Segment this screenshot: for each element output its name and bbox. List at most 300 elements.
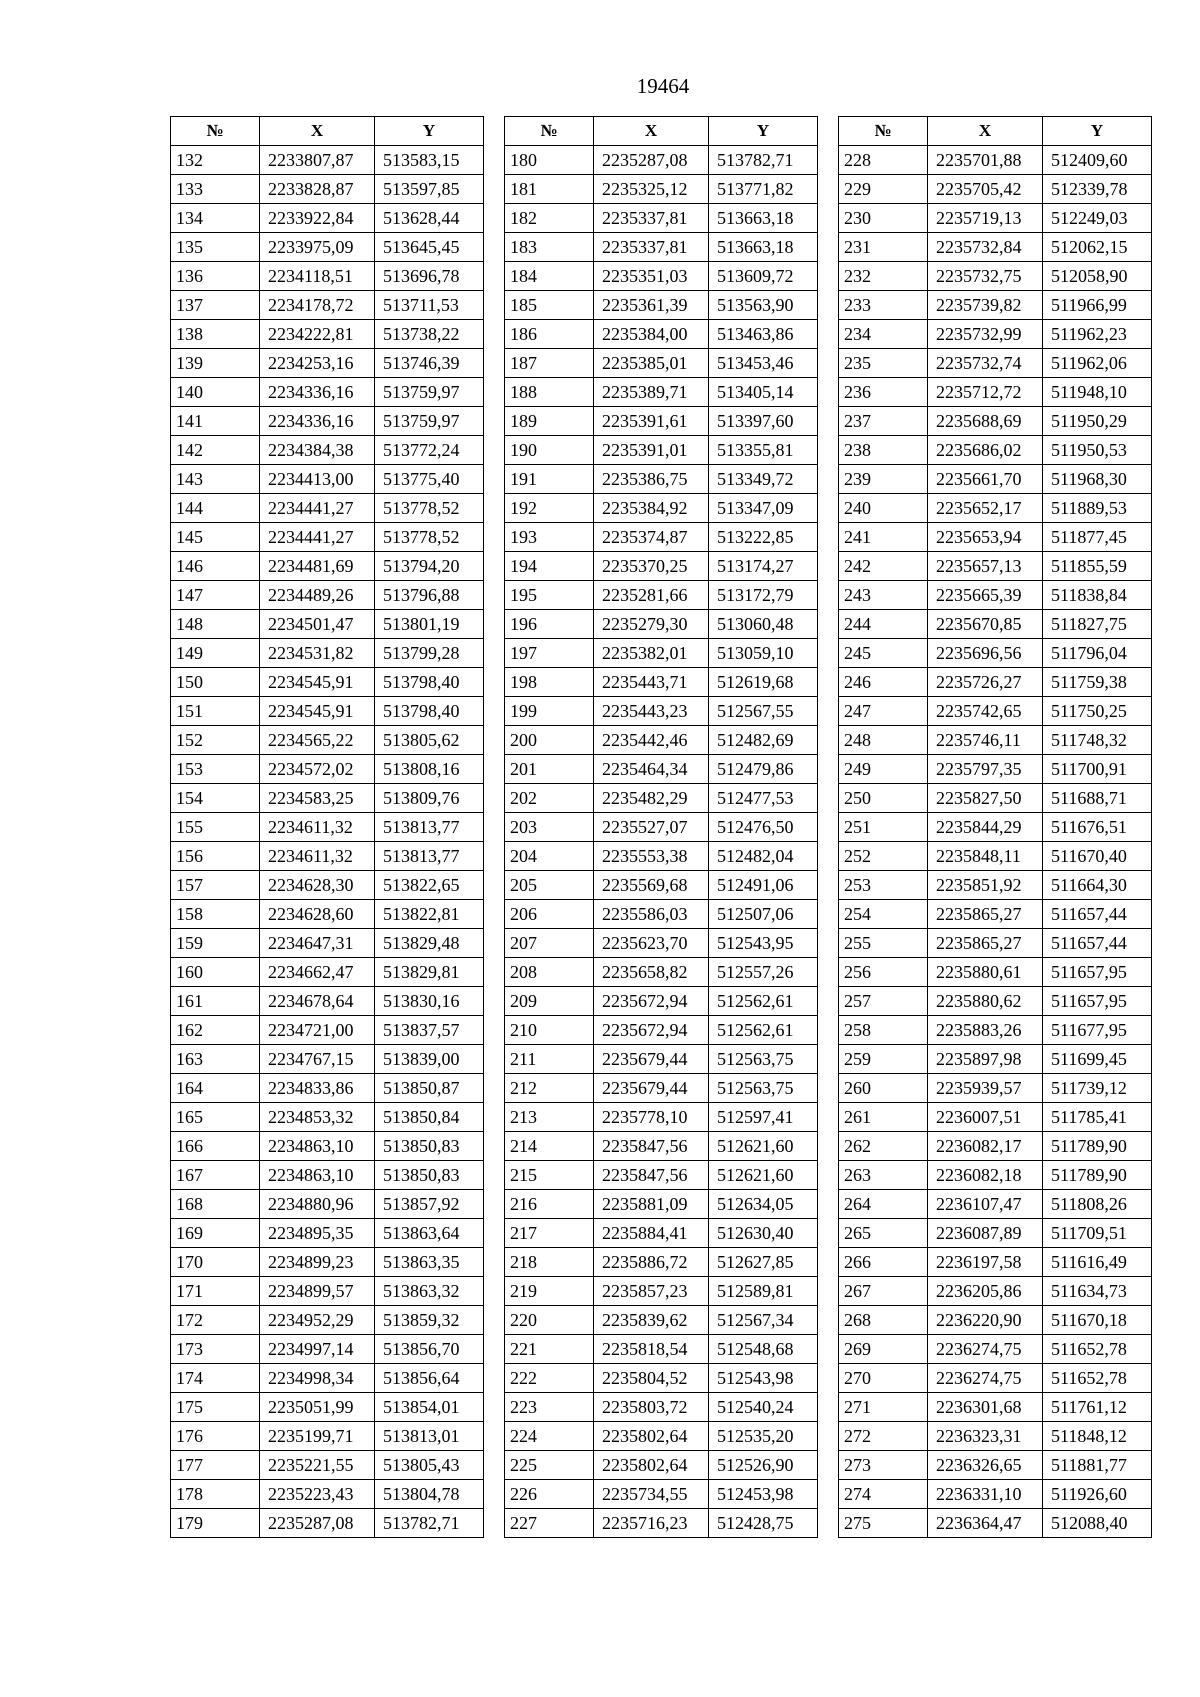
y-coordinate-cell: 512619,68 xyxy=(709,668,818,697)
y-coordinate-cell: 513746,39 xyxy=(375,349,484,378)
y-coordinate-cell: 511652,78 xyxy=(1043,1335,1152,1364)
y-coordinate-cell: 512589,81 xyxy=(709,1277,818,1306)
y-coordinate-cell: 513583,15 xyxy=(375,146,484,175)
point-number-cell: 204 xyxy=(505,842,594,871)
x-coordinate-cell: 2235827,50 xyxy=(928,784,1043,813)
point-number-cell: 270 xyxy=(839,1364,928,1393)
table-row xyxy=(171,262,484,291)
y-coordinate-cell: 512597,41 xyxy=(709,1103,818,1132)
point-number-cell: 154 xyxy=(171,784,260,813)
point-number-cell: 230 xyxy=(839,204,928,233)
x-coordinate-cell: 2234441,27 xyxy=(260,523,375,552)
x-coordinate-cell: 2235848,11 xyxy=(928,842,1043,871)
table-row xyxy=(505,552,818,581)
y-coordinate-cell: 511670,40 xyxy=(1043,842,1152,871)
point-number-cell: 238 xyxy=(839,436,928,465)
x-coordinate-cell: 2234583,25 xyxy=(260,784,375,813)
point-number-cell: 226 xyxy=(505,1480,594,1509)
x-coordinate-cell: 2235696,56 xyxy=(928,639,1043,668)
x-coordinate-cell: 2235881,09 xyxy=(594,1190,709,1219)
point-number-cell: 221 xyxy=(505,1335,594,1364)
table-row xyxy=(839,378,1152,407)
y-coordinate-cell: 512557,26 xyxy=(709,958,818,987)
point-number-cell: 253 xyxy=(839,871,928,900)
y-coordinate-cell: 512476,50 xyxy=(709,813,818,842)
point-number-cell: 224 xyxy=(505,1422,594,1451)
point-number-cell: 185 xyxy=(505,291,594,320)
y-coordinate-cell: 511616,49 xyxy=(1043,1248,1152,1277)
table-row xyxy=(839,958,1152,987)
x-coordinate-cell: 2235865,27 xyxy=(928,900,1043,929)
table-row xyxy=(505,755,818,784)
table-row xyxy=(171,668,484,697)
table-header xyxy=(839,117,1152,146)
point-number-cell: 177 xyxy=(171,1451,260,1480)
table-row xyxy=(171,146,484,175)
table-row xyxy=(171,1306,484,1335)
point-number-cell: 176 xyxy=(171,1422,260,1451)
y-coordinate-cell: 513775,40 xyxy=(375,465,484,494)
point-number-cell: 254 xyxy=(839,900,928,929)
y-coordinate-cell: 513563,90 xyxy=(709,291,818,320)
point-number-cell: 263 xyxy=(839,1161,928,1190)
y-coordinate-cell: 511855,59 xyxy=(1043,552,1152,581)
x-coordinate-cell: 2234336,16 xyxy=(260,407,375,436)
table-row xyxy=(171,1190,484,1219)
y-coordinate-cell: 511670,18 xyxy=(1043,1306,1152,1335)
point-number-cell: 145 xyxy=(171,523,260,552)
table-row xyxy=(505,1190,818,1219)
point-number-cell: 163 xyxy=(171,1045,260,1074)
x-coordinate-cell: 2234336,16 xyxy=(260,378,375,407)
table-row xyxy=(171,1480,484,1509)
y-coordinate-cell: 513813,77 xyxy=(375,842,484,871)
point-number-cell: 139 xyxy=(171,349,260,378)
x-coordinate-cell: 2235391,61 xyxy=(594,407,709,436)
y-coordinate-cell: 511677,95 xyxy=(1043,1016,1152,1045)
x-coordinate-cell: 2235732,99 xyxy=(928,320,1043,349)
x-coordinate-cell: 2235464,34 xyxy=(594,755,709,784)
y-coordinate-cell: 512526,90 xyxy=(709,1451,818,1480)
x-coordinate-cell: 2234863,10 xyxy=(260,1161,375,1190)
table-row xyxy=(839,262,1152,291)
point-number-cell: 217 xyxy=(505,1219,594,1248)
table-row xyxy=(839,900,1152,929)
y-coordinate-cell: 513798,40 xyxy=(375,668,484,697)
x-coordinate-cell: 2235361,39 xyxy=(594,291,709,320)
table-row xyxy=(505,1451,818,1480)
point-number-cell: 187 xyxy=(505,349,594,378)
x-coordinate-cell: 2234253,16 xyxy=(260,349,375,378)
table-row xyxy=(171,755,484,784)
x-coordinate-cell: 2235797,35 xyxy=(928,755,1043,784)
x-coordinate-cell: 2235370,25 xyxy=(594,552,709,581)
y-coordinate-cell: 512339,78 xyxy=(1043,175,1152,204)
y-coordinate-cell: 512062,15 xyxy=(1043,233,1152,262)
table-row xyxy=(839,523,1152,552)
table-body xyxy=(839,146,1152,1538)
table-row xyxy=(171,378,484,407)
table-row xyxy=(505,639,818,668)
x-coordinate-cell: 2234565,22 xyxy=(260,726,375,755)
table-row xyxy=(839,1045,1152,1074)
point-number-cell: 161 xyxy=(171,987,260,1016)
table-row xyxy=(505,1248,818,1277)
x-coordinate-cell: 2235847,56 xyxy=(594,1132,709,1161)
y-coordinate-cell: 513174,27 xyxy=(709,552,818,581)
point-number-cell: 150 xyxy=(171,668,260,697)
x-coordinate-cell: 2234997,14 xyxy=(260,1335,375,1364)
table-row xyxy=(839,1016,1152,1045)
table-row xyxy=(839,1509,1152,1538)
point-number-cell: 266 xyxy=(839,1248,928,1277)
y-coordinate-cell: 513663,18 xyxy=(709,204,818,233)
table-row xyxy=(171,436,484,465)
point-number-cell: 248 xyxy=(839,726,928,755)
table-row xyxy=(839,929,1152,958)
y-coordinate-cell: 513663,18 xyxy=(709,233,818,262)
table-row xyxy=(839,1074,1152,1103)
x-coordinate-cell: 2235337,81 xyxy=(594,233,709,262)
coordinate-tables xyxy=(170,116,1152,1538)
table-row xyxy=(505,813,818,842)
table-row xyxy=(505,291,818,320)
table-row xyxy=(171,639,484,668)
table-row xyxy=(171,1045,484,1074)
x-coordinate-cell: 2235670,85 xyxy=(928,610,1043,639)
y-coordinate-cell: 513778,52 xyxy=(375,523,484,552)
table-body xyxy=(171,146,484,1538)
x-coordinate-cell: 2236007,51 xyxy=(928,1103,1043,1132)
y-coordinate-cell: 513813,01 xyxy=(375,1422,484,1451)
table-row xyxy=(171,1161,484,1190)
point-number-cell: 213 xyxy=(505,1103,594,1132)
table-row xyxy=(839,407,1152,436)
table-row xyxy=(839,581,1152,610)
point-number-cell: 214 xyxy=(505,1132,594,1161)
y-coordinate-cell: 511657,95 xyxy=(1043,987,1152,1016)
y-coordinate-cell: 513805,43 xyxy=(375,1451,484,1480)
x-coordinate-cell: 2236326,65 xyxy=(928,1451,1043,1480)
point-number-cell: 148 xyxy=(171,610,260,639)
x-coordinate-cell: 2235389,71 xyxy=(594,378,709,407)
x-coordinate-cell: 2234611,32 xyxy=(260,813,375,842)
table-row xyxy=(839,1219,1152,1248)
table-row xyxy=(505,1364,818,1393)
table-row xyxy=(171,900,484,929)
x-coordinate-cell: 2234441,27 xyxy=(260,494,375,523)
table-row xyxy=(839,233,1152,262)
y-coordinate-cell: 513060,48 xyxy=(709,610,818,639)
y-coordinate-cell: 511759,38 xyxy=(1043,668,1152,697)
point-number-cell: 166 xyxy=(171,1132,260,1161)
point-number-cell: 160 xyxy=(171,958,260,987)
point-number-cell: 262 xyxy=(839,1132,928,1161)
x-coordinate-cell: 2236274,75 xyxy=(928,1364,1043,1393)
y-coordinate-cell: 511948,10 xyxy=(1043,378,1152,407)
coordinate-table xyxy=(838,116,1152,1538)
point-number-cell: 246 xyxy=(839,668,928,697)
table-row xyxy=(839,494,1152,523)
x-coordinate-cell: 2235739,82 xyxy=(928,291,1043,320)
x-coordinate-cell: 2234853,32 xyxy=(260,1103,375,1132)
x-coordinate-cell: 2235857,23 xyxy=(594,1277,709,1306)
y-coordinate-cell: 513059,10 xyxy=(709,639,818,668)
y-coordinate-cell: 513696,78 xyxy=(375,262,484,291)
table-row xyxy=(505,204,818,233)
table-row xyxy=(505,900,818,929)
point-number-cell: 241 xyxy=(839,523,928,552)
table-row xyxy=(505,523,818,552)
x-coordinate-cell: 2234998,34 xyxy=(260,1364,375,1393)
y-coordinate-cell: 511657,44 xyxy=(1043,929,1152,958)
table-row xyxy=(505,610,818,639)
point-number-cell: 132 xyxy=(171,146,260,175)
y-coordinate-cell: 513349,72 xyxy=(709,465,818,494)
y-coordinate-cell: 513808,16 xyxy=(375,755,484,784)
table-row xyxy=(505,233,818,262)
table-row xyxy=(505,320,818,349)
y-coordinate-cell: 512409,60 xyxy=(1043,146,1152,175)
point-number-cell: 267 xyxy=(839,1277,928,1306)
y-coordinate-cell: 513222,85 xyxy=(709,523,818,552)
y-coordinate-cell: 513863,35 xyxy=(375,1248,484,1277)
point-number-cell: 157 xyxy=(171,871,260,900)
point-number-cell: 143 xyxy=(171,465,260,494)
y-coordinate-cell: 513609,72 xyxy=(709,262,818,291)
point-number-cell: 244 xyxy=(839,610,928,639)
column-header-y: Y xyxy=(1043,117,1152,146)
x-coordinate-cell: 2234952,29 xyxy=(260,1306,375,1335)
point-number-cell: 256 xyxy=(839,958,928,987)
point-number-cell: 153 xyxy=(171,755,260,784)
x-coordinate-cell: 2235701,88 xyxy=(928,146,1043,175)
x-coordinate-cell: 2234611,32 xyxy=(260,842,375,871)
x-coordinate-cell: 2234721,00 xyxy=(260,1016,375,1045)
y-coordinate-cell: 511838,84 xyxy=(1043,581,1152,610)
y-coordinate-cell: 513809,76 xyxy=(375,784,484,813)
point-number-cell: 134 xyxy=(171,204,260,233)
x-coordinate-cell: 2235658,82 xyxy=(594,958,709,987)
table-row xyxy=(505,1219,818,1248)
table-row xyxy=(171,1393,484,1422)
x-coordinate-cell: 2234833,86 xyxy=(260,1074,375,1103)
point-number-cell: 149 xyxy=(171,639,260,668)
x-coordinate-cell: 2235844,29 xyxy=(928,813,1043,842)
table-row xyxy=(505,175,818,204)
point-number-cell: 164 xyxy=(171,1074,260,1103)
table-row xyxy=(839,1248,1152,1277)
y-coordinate-cell: 512058,90 xyxy=(1043,262,1152,291)
y-coordinate-cell: 511962,06 xyxy=(1043,349,1152,378)
y-coordinate-cell: 512630,40 xyxy=(709,1219,818,1248)
x-coordinate-cell: 2234545,91 xyxy=(260,668,375,697)
y-coordinate-cell: 512548,68 xyxy=(709,1335,818,1364)
table-row xyxy=(839,465,1152,494)
x-coordinate-cell: 2234662,47 xyxy=(260,958,375,987)
x-coordinate-cell: 2234481,69 xyxy=(260,552,375,581)
point-number-cell: 261 xyxy=(839,1103,928,1132)
x-coordinate-cell: 2235818,54 xyxy=(594,1335,709,1364)
y-coordinate-cell: 512477,53 xyxy=(709,784,818,813)
table-row xyxy=(839,726,1152,755)
y-coordinate-cell: 511739,12 xyxy=(1043,1074,1152,1103)
y-coordinate-cell: 512627,85 xyxy=(709,1248,818,1277)
x-coordinate-cell: 2234384,38 xyxy=(260,436,375,465)
point-number-cell: 206 xyxy=(505,900,594,929)
x-coordinate-cell: 2235386,75 xyxy=(594,465,709,494)
y-coordinate-cell: 512543,95 xyxy=(709,929,818,958)
x-coordinate-cell: 2235443,71 xyxy=(594,668,709,697)
y-coordinate-cell: 513738,22 xyxy=(375,320,484,349)
table-row xyxy=(505,262,818,291)
table-row xyxy=(171,697,484,726)
table-row xyxy=(171,871,484,900)
y-coordinate-cell: 513805,62 xyxy=(375,726,484,755)
table-row xyxy=(839,1306,1152,1335)
table-row xyxy=(839,1451,1152,1480)
table-row xyxy=(171,1335,484,1364)
point-number-cell: 220 xyxy=(505,1306,594,1335)
y-coordinate-cell: 511750,25 xyxy=(1043,697,1152,726)
x-coordinate-cell: 2235442,46 xyxy=(594,726,709,755)
x-coordinate-cell: 2235884,41 xyxy=(594,1219,709,1248)
y-coordinate-cell: 513711,53 xyxy=(375,291,484,320)
y-coordinate-cell: 512621,60 xyxy=(709,1132,818,1161)
table-row xyxy=(171,987,484,1016)
y-coordinate-cell: 512088,40 xyxy=(1043,1509,1152,1538)
table-row xyxy=(505,726,818,755)
x-coordinate-cell: 2234899,23 xyxy=(260,1248,375,1277)
y-coordinate-cell: 512453,98 xyxy=(709,1480,818,1509)
y-coordinate-cell: 511709,51 xyxy=(1043,1219,1152,1248)
x-coordinate-cell: 2236274,75 xyxy=(928,1335,1043,1364)
point-number-cell: 211 xyxy=(505,1045,594,1074)
point-number-cell: 195 xyxy=(505,581,594,610)
point-number-cell: 188 xyxy=(505,378,594,407)
coordinate-table xyxy=(170,116,484,1538)
y-coordinate-cell: 513782,71 xyxy=(709,146,818,175)
point-number-cell: 151 xyxy=(171,697,260,726)
point-number-cell: 205 xyxy=(505,871,594,900)
point-number-cell: 219 xyxy=(505,1277,594,1306)
y-coordinate-cell: 513771,82 xyxy=(709,175,818,204)
y-coordinate-cell: 513830,16 xyxy=(375,987,484,1016)
y-coordinate-cell: 511785,41 xyxy=(1043,1103,1152,1132)
table-row xyxy=(171,552,484,581)
x-coordinate-cell: 2235482,29 xyxy=(594,784,709,813)
point-number-cell: 159 xyxy=(171,929,260,958)
point-number-cell: 173 xyxy=(171,1335,260,1364)
x-coordinate-cell: 2235337,81 xyxy=(594,204,709,233)
coordinate-table xyxy=(504,116,818,1538)
column-header-x: X xyxy=(928,117,1043,146)
point-number-cell: 167 xyxy=(171,1161,260,1190)
point-number-cell: 243 xyxy=(839,581,928,610)
x-coordinate-cell: 2234899,57 xyxy=(260,1277,375,1306)
point-number-cell: 250 xyxy=(839,784,928,813)
table-row xyxy=(505,958,818,987)
x-coordinate-cell: 2234767,15 xyxy=(260,1045,375,1074)
point-number-cell: 225 xyxy=(505,1451,594,1480)
table-row xyxy=(839,552,1152,581)
y-coordinate-cell: 513778,52 xyxy=(375,494,484,523)
point-number-cell: 229 xyxy=(839,175,928,204)
table-row xyxy=(505,1422,818,1451)
point-number-cell: 235 xyxy=(839,349,928,378)
y-coordinate-cell: 513863,64 xyxy=(375,1219,484,1248)
x-coordinate-cell: 2235886,72 xyxy=(594,1248,709,1277)
y-coordinate-cell: 513597,85 xyxy=(375,175,484,204)
y-coordinate-cell: 511808,26 xyxy=(1043,1190,1152,1219)
x-coordinate-cell: 2233828,87 xyxy=(260,175,375,204)
x-coordinate-cell: 2234178,72 xyxy=(260,291,375,320)
x-coordinate-cell: 2235847,56 xyxy=(594,1161,709,1190)
y-coordinate-cell: 513850,83 xyxy=(375,1161,484,1190)
column-header-num: № xyxy=(839,117,928,146)
x-coordinate-cell: 2233975,09 xyxy=(260,233,375,262)
point-number-cell: 197 xyxy=(505,639,594,668)
table-row xyxy=(505,146,818,175)
y-coordinate-cell: 511796,04 xyxy=(1043,639,1152,668)
x-coordinate-cell: 2235653,94 xyxy=(928,523,1043,552)
y-coordinate-cell: 513347,09 xyxy=(709,494,818,523)
y-coordinate-cell: 511634,73 xyxy=(1043,1277,1152,1306)
x-coordinate-cell: 2233922,84 xyxy=(260,204,375,233)
table-row xyxy=(505,871,818,900)
point-number-cell: 247 xyxy=(839,697,928,726)
point-number-cell: 251 xyxy=(839,813,928,842)
y-coordinate-cell: 513772,24 xyxy=(375,436,484,465)
y-coordinate-cell: 513850,84 xyxy=(375,1103,484,1132)
point-number-cell: 133 xyxy=(171,175,260,204)
y-coordinate-cell: 511699,45 xyxy=(1043,1045,1152,1074)
y-coordinate-cell: 513822,65 xyxy=(375,871,484,900)
table-row xyxy=(171,929,484,958)
x-coordinate-cell: 2235778,10 xyxy=(594,1103,709,1132)
x-coordinate-cell: 2235382,01 xyxy=(594,639,709,668)
y-coordinate-cell: 513813,77 xyxy=(375,813,484,842)
table-row xyxy=(505,1161,818,1190)
x-coordinate-cell: 2235287,08 xyxy=(260,1509,375,1538)
x-coordinate-cell: 2234647,31 xyxy=(260,929,375,958)
y-coordinate-cell: 512540,24 xyxy=(709,1393,818,1422)
x-coordinate-cell: 2234118,51 xyxy=(260,262,375,291)
point-number-cell: 218 xyxy=(505,1248,594,1277)
table-row xyxy=(171,1016,484,1045)
point-number-cell: 268 xyxy=(839,1306,928,1335)
point-number-cell: 234 xyxy=(839,320,928,349)
x-coordinate-cell: 2235679,44 xyxy=(594,1074,709,1103)
x-coordinate-cell: 2235652,17 xyxy=(928,494,1043,523)
table-row xyxy=(839,784,1152,813)
table-row xyxy=(505,697,818,726)
point-number-cell: 233 xyxy=(839,291,928,320)
y-coordinate-cell: 513172,79 xyxy=(709,581,818,610)
table-row xyxy=(839,668,1152,697)
table-row xyxy=(839,610,1152,639)
table-row xyxy=(171,1103,484,1132)
x-coordinate-cell: 2235553,38 xyxy=(594,842,709,871)
column-header-y: Y xyxy=(375,117,484,146)
column-header-num: № xyxy=(505,117,594,146)
x-coordinate-cell: 2234489,26 xyxy=(260,581,375,610)
y-coordinate-cell: 512491,06 xyxy=(709,871,818,900)
y-coordinate-cell: 512428,75 xyxy=(709,1509,818,1538)
x-coordinate-cell: 2234895,35 xyxy=(260,1219,375,1248)
x-coordinate-cell: 2234678,64 xyxy=(260,987,375,1016)
point-number-cell: 223 xyxy=(505,1393,594,1422)
